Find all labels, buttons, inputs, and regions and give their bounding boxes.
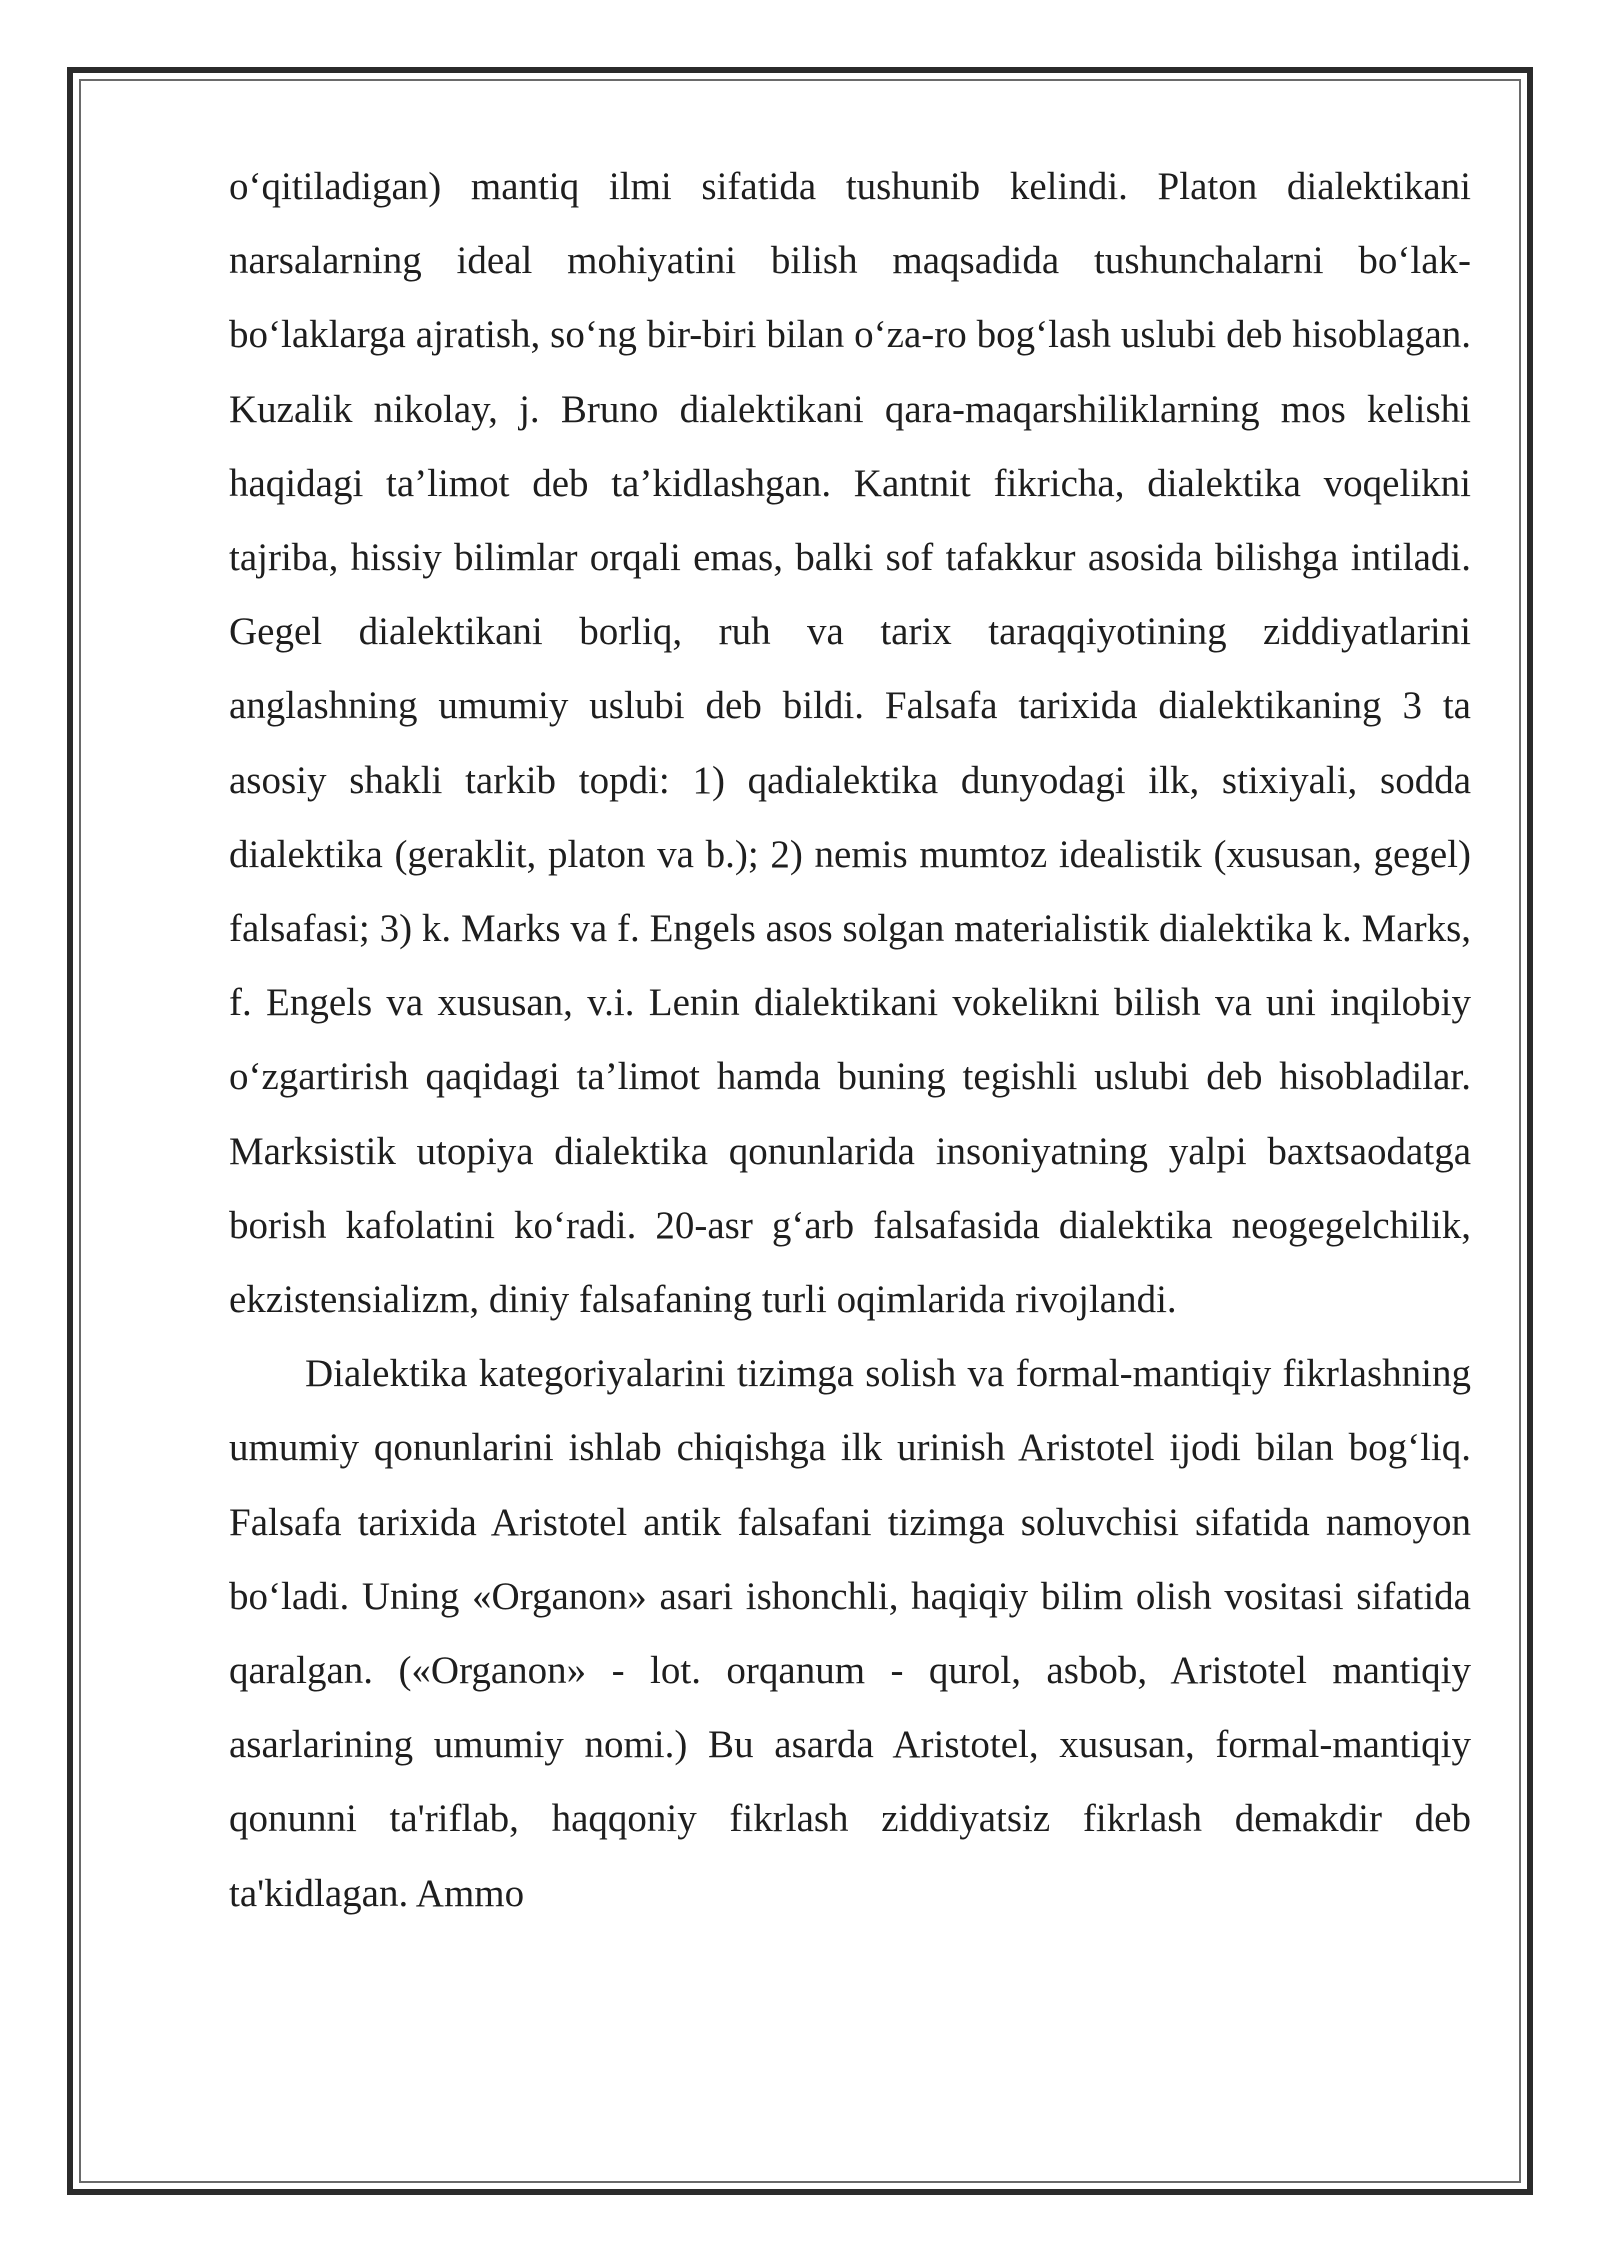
paragraph-2: Dialektika kategoriyalarini tizimga solish va formal-mantiqiy fikrlashning umumiy qonunlarini ishlab chiqishga ilk urinish Aristotel ijodi bilan bog‘liq. Falsafa tarixida Aristotel antik falsafani tizimga soluvchisi sifatida namoyon bo‘ladi. Uning «Organon» asari ishonchli, haqiqiy bilim olish vositasi sifatida qaralgan. («Organon» - lot. orqanum - qurol, asbob, Aristotel mantiqiy asarlarining umumiy nomi.) Bu asarda Aristotel, xususan, formal-mantiqiy qonunni ta'riflab, haqqoniy fikrlash ziddiyatsiz fikrlash demakdir deb ta'kidlagan. Ammo [229, 1352, 1471, 1915]
document-body [229, 150, 1471, 1931]
paragraph-1: o‘qitiladigan) mantiq ilmi sifatida tushunib kelindi. Platon dialektikani narsalarning ideal mohiyatini bilish maqsadida tushunchalarni bo‘lak-bo‘laklarga ajratish, so‘ng bir-biri bilan o‘za-ro bog‘lash uslubi deb hisoblagan. Kuzalik nikolay, j. Bruno dialektikani qara-maqarshiliklarning mos kelishi haqidagi ta’limot deb ta’kidlashgan. Kantnit fikricha, dialektika voqelikni tajriba, hissiy bilimlar orqali emas, balki sof tafakkur asosida bilishga intiladi. Gegel dialektikani borliq, ruh va tarix taraqqiyotining ziddiyatlarini anglashning umumiy uslubi deb bildi. Falsafa tarixida dialektikaning 3 ta asosiy shakli tarkib topdi: 1) qadialektika dunyodagi ilk, stixiyali, sodda dialektika (geraklit, platon va b.); 2) nemis mumtoz idealistik (xususan, gegel) falsafasi; 3) k. Marks va f. Engels asos solgan materialistik dialektika k. Marks, f. Engels va xususan, v.i. Lenin dialektikani vokelikni bilish va uni inqilobiy o‘zgartirish qaqidagi ta’limot hamda buning tegishli uslubi deb hisobladilar. Marksistik utopiya dialektika qonunlarida insoniyatning yalpi baxtsaodatga borish kafolatini ko‘radi. 20-asr g‘arb falsafasida dialektika neogegelchilik, ekzistensializm, diniy falsafaning turli oqimlarida rivojlandi. [229, 165, 1471, 1322]
